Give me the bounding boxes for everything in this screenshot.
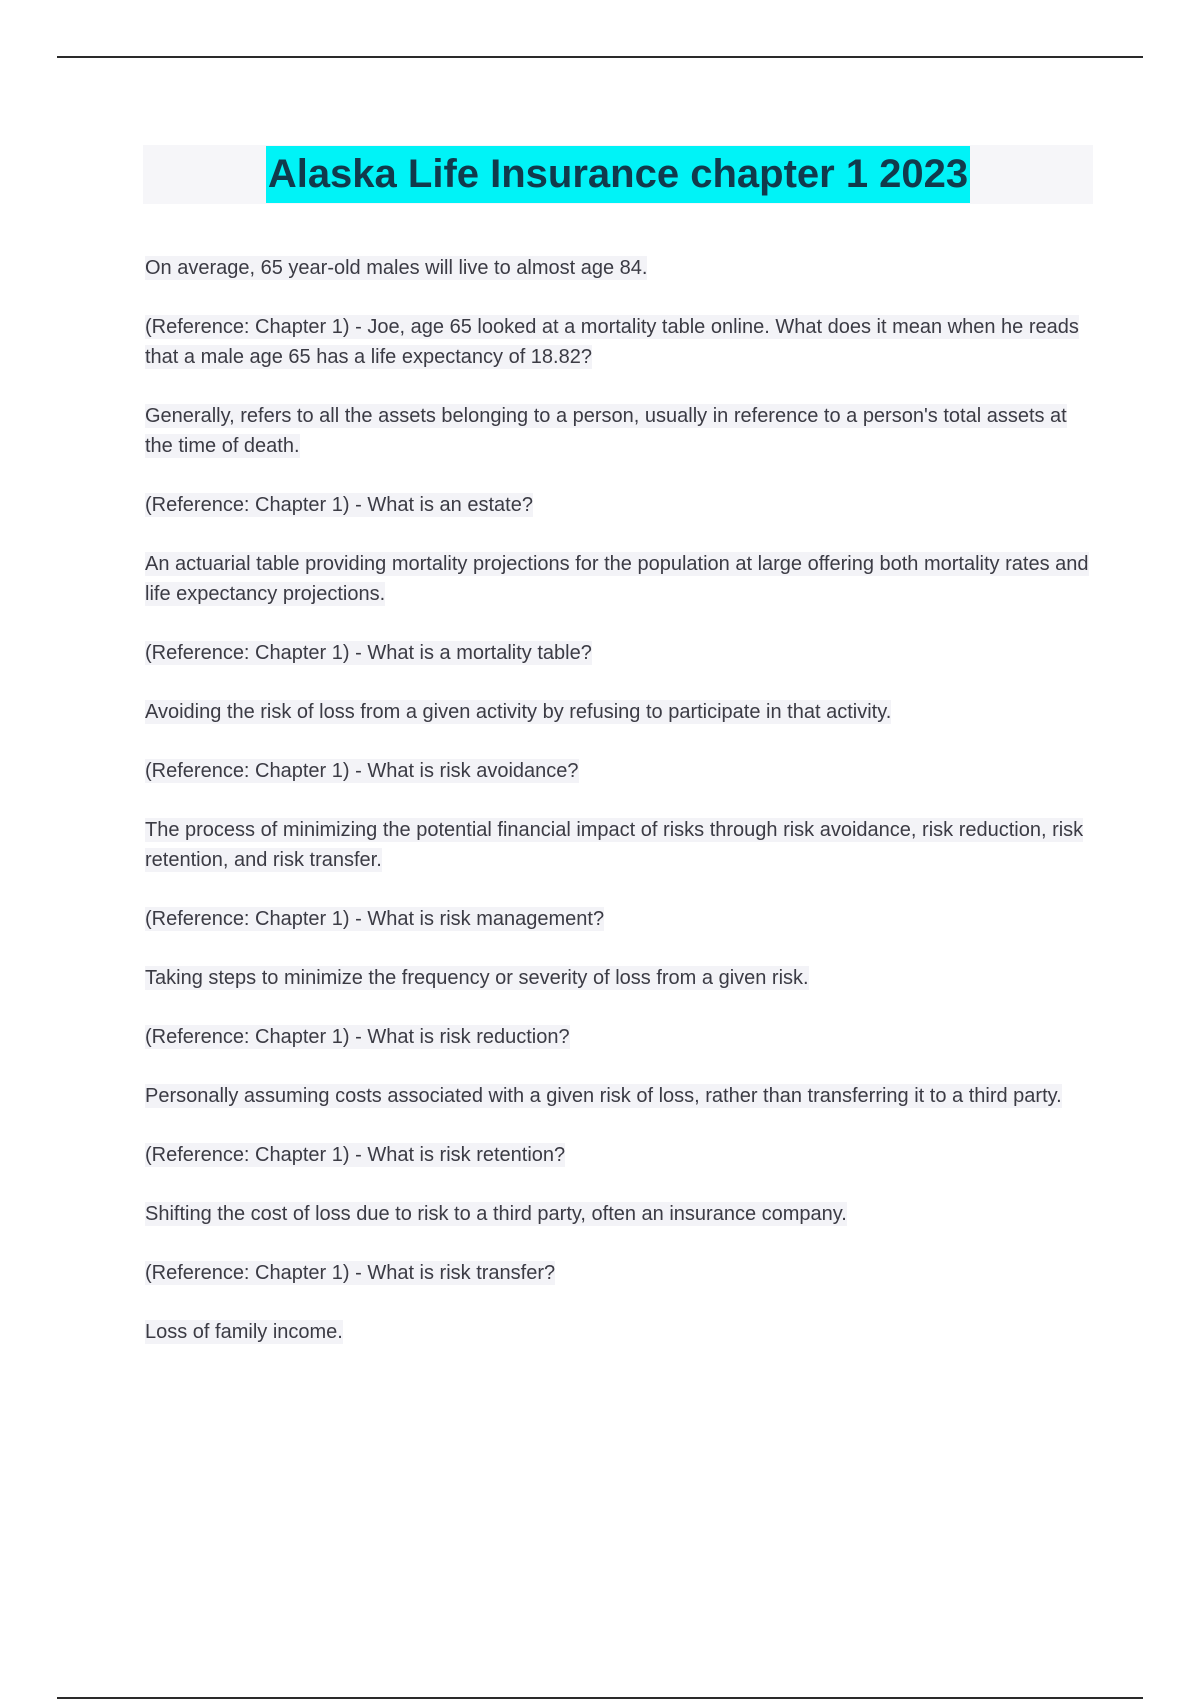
paragraph: The process of minimizing the potential financial impact of risks through risk avoidance, risk reduction, risk retention, and risk transfer.: [145, 819, 1084, 871]
paragraph: (Reference: Chapter 1) - What is risk reduction?: [145, 1026, 570, 1048]
paragraph: (Reference: Chapter 1) - What is risk management?: [145, 908, 605, 930]
paragraph: Taking steps to minimize the frequency or severity of loss from a given risk.: [145, 967, 809, 989]
paragraph: (Reference: Chapter 1) - What is risk retention?: [145, 1144, 566, 1166]
paragraph: (Reference: Chapter 1) - What is an estate?: [145, 494, 533, 516]
paragraph: Shifting the cost of loss due to risk to a third party, often an insurance company.: [145, 1203, 847, 1225]
document-title: Alaska Life Insurance chapter 1 2023: [266, 146, 970, 203]
paragraph: Loss of family income.: [145, 1321, 343, 1343]
paragraph: Avoiding the risk of loss from a given activity by refusing to participate in that activity.: [145, 701, 892, 723]
paragraph: (Reference: Chapter 1) - What is risk transfer?: [145, 1262, 556, 1284]
paragraph: (Reference: Chapter 1) - What is a mortality table?: [145, 642, 592, 664]
title-band: [143, 145, 1093, 204]
paragraph: Generally, refers to all the assets belonging to a person, usually in reference to a person's total assets at the time of death.: [145, 405, 1067, 457]
bottom-rule: [57, 1697, 1143, 1699]
paragraph: (Reference: Chapter 1) - Joe, age 65 looked at a mortality table online. What does it mean when he reads that a male age 65 has a life expectancy of 18.82?: [145, 316, 1079, 368]
paragraph: On average, 65 year-old males will live to almost age 84.: [145, 257, 648, 279]
paragraph: An actuarial table providing mortality projections for the population at large offering both mortality rates and life expectancy projections.: [145, 553, 1089, 605]
paragraph: Personally assuming costs associated with a given risk of loss, rather than transferring it to a third party.: [145, 1085, 1062, 1107]
document-body: [145, 253, 1095, 1376]
paragraph: (Reference: Chapter 1) - What is risk avoidance?: [145, 760, 579, 782]
top-rule: [57, 56, 1143, 58]
